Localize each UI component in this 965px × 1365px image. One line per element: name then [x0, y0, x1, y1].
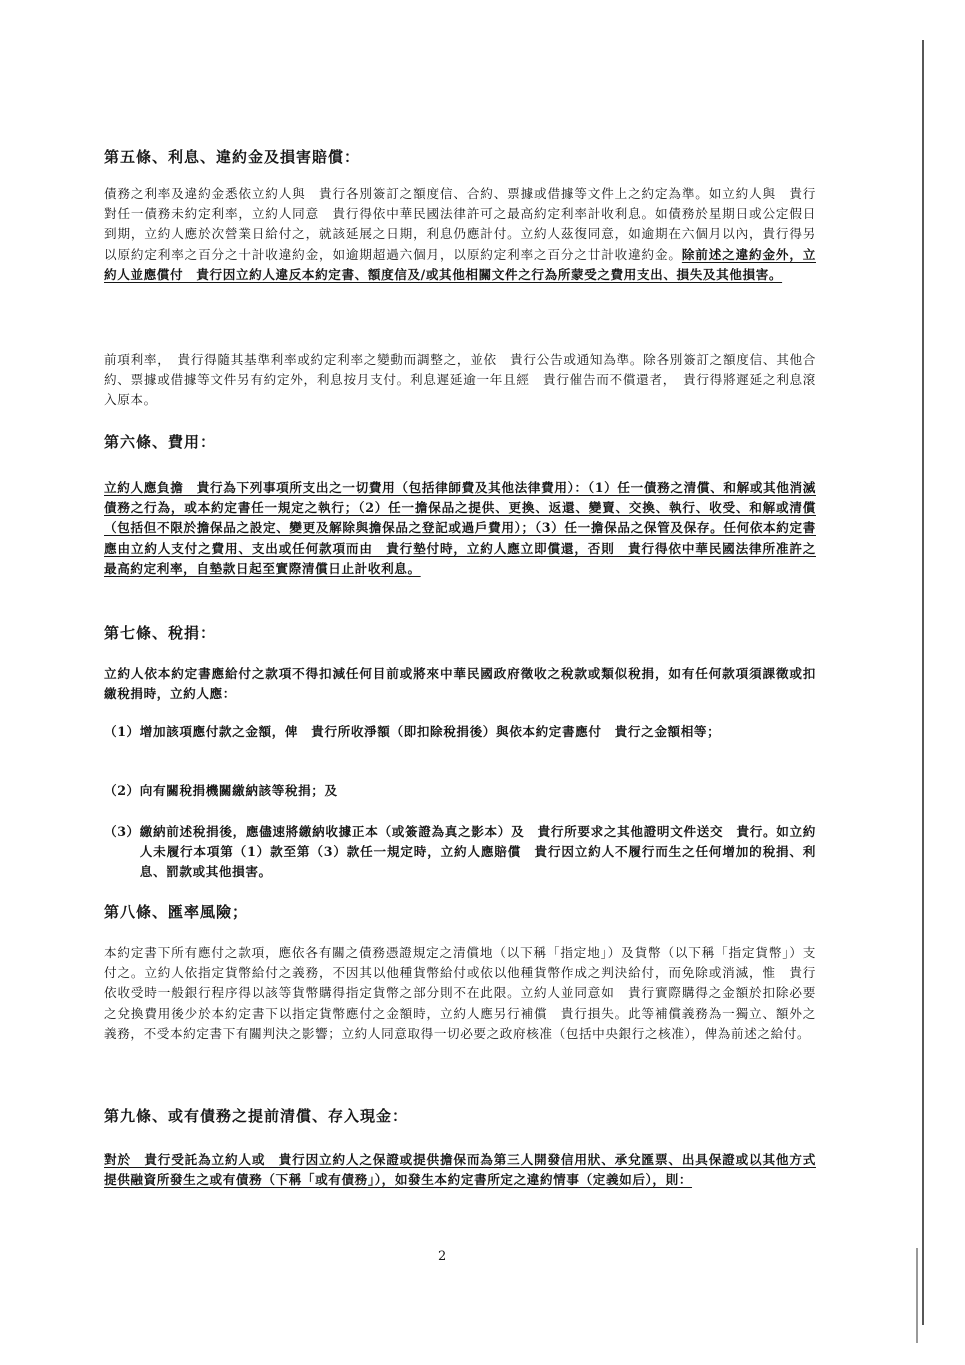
scan-edge-line-lower	[916, 1248, 918, 1343]
article-5-paragraph-2: 前項利率， 貴行得隨其基準利率或約定利率之變動而調整之，並依 貴行公告或通知為準。除各別簽訂之額度信、其他合約、票據或借據等文件另有約定外，利息按月支付。利息遲延逾一年且經 貴行催告而不償還者， 貴行得將遲延之利息滾入原本。	[104, 352, 816, 408]
article-9-heading: 第九條、或有債務之提前清償、存入現金：	[104, 1107, 409, 1125]
scan-edge-line	[922, 40, 924, 1325]
article-7-item-1	[104, 722, 816, 742]
article-6-heading: 第六條、費用：	[104, 433, 217, 451]
article-7-item-1-number: （1）	[104, 724, 140, 739]
article-7-item-3-text: 繳納前述稅捐後，應儘速將繳納收據正本（或簽證為真之影本）及 貴行所要求之其他證明文件送交 貴行。如立約人未履行本項第（1）款至第（3）款任一規定時，立約人應賠償 貴行因立約人不履行而生之任何增加的稅捐、利息、罰款或其他損害。	[139, 824, 816, 880]
article-5-heading: 第五條、利息、違約金及損害賠償：	[104, 148, 361, 166]
article-6-paragraph: 立約人應負擔 貴行為下列事項所支出之一切費用（包括律師費及其他法律費用）：（1）任一債務之清償、和解或其他消滅債務之行為，或本約定書任一規定之執行；（2）任一擔保品之提供、更換、返還、變賣、交換、執行、收受、和解或清償（包括但不限於擔保品之設定、變更及解除與擔保品之登記或過戶費用）；（3）任一擔保品之保管及保存。任何依本約定書應由立約人支付之費用、支出或任何款項而由 貴行墊付時，立約人應立即償還，否則 貴行得依中華民國法律所准許之最高約定利率，自墊款日起至實際清償日止計收利息。	[104, 480, 816, 576]
article-8-paragraph: 本約定書下所有應付之款項，應依各有關之債務憑證規定之清償地（以下稱「指定地」）及貨幣（以下稱「指定貨幣」）支付之。立約人依指定貨幣給付之義務，不因其以他種貨幣給付或依以他種貨幣作成之判決給付，而免除或消滅，惟 貴行依收受時一般銀行程序得以該等貨幣購得指定貨幣之部分則不在此限。立約人並同意如 貴行實際購得之金額於扣除必要之兌換費用後少於本約定書下以指定貨幣應付之金額時，立約人應另行補償 貴行損失。此等補償義務為一獨立、額外之義務，不受本約定書下有關判決之影響；立約人同意取得一切必要之政府核准（包括中央銀行之核准），俾為前述之給付。	[104, 945, 816, 1041]
page-number: 2	[438, 1249, 447, 1264]
article-5-paragraph-1-emphasis: 除前述之違約金外，立約人並應償付 貴行因立約人違反本約定書、額度信及/或其他相關文件之行為所蒙受之費用支出、損失及其他損害。	[104, 246, 816, 282]
article-7-intro: 立約人依本約定書應給付之款項不得扣減任何目前或將來中華民國政府徵收之稅款或類似稅捐，如有任何款項須課徵或扣繳稅捐時，立約人應：	[104, 666, 816, 702]
article-7-item-2-text: 向有關稅捐機關繳納該等稅捐；及	[139, 783, 338, 798]
article-5-paragraph-1	[104, 184, 816, 285]
article-9-paragraph: 對於 貴行受託為立約人或 貴行因立約人之保證或提供擔保而為第三人開發信用狀、承兌匯票、出具保證或以其他方式提供融資所發生之或有債務（下稱「或有債務」），如發生本約定書所定之違約情事（定義如后），則：	[104, 1152, 816, 1188]
article-7-item-1-text: 增加該項應付款之金額，俾 貴行所收淨額（即扣除稅捐後）與依本約定書應付 貴行之金額相等；	[139, 724, 721, 739]
article-7-item-2	[104, 781, 816, 801]
article-8-heading: 第八條、匯率風險；	[104, 903, 249, 921]
article-7-item-2-number: （2）	[104, 783, 140, 798]
article-7-heading: 第七條、稅捐：	[104, 624, 217, 642]
article-7-item-3	[104, 822, 816, 883]
article-5-paragraph-1-text: 債務之利率及違約金悉依立約人與 貴行各別簽訂之額度信、合約、票據或借據等文件上之約定為準。如立約人與 貴行對任一債務未約定利率，立約人同意 貴行得依中華民國法律許可之最高約定利率計收利息。如債務於星期日或公定假日到期，立約人應於次營業日給付之，就該延展之日期，利息仍應計付。立約人茲復同意，如逾期在六個月以內，貴行得另以原約定利率之百分之十計收違約金，如逾期超過六個月，以原約定利率之百分之廿計收違約金。	[104, 186, 816, 262]
article-7-item-3-number: （3）	[104, 824, 140, 839]
